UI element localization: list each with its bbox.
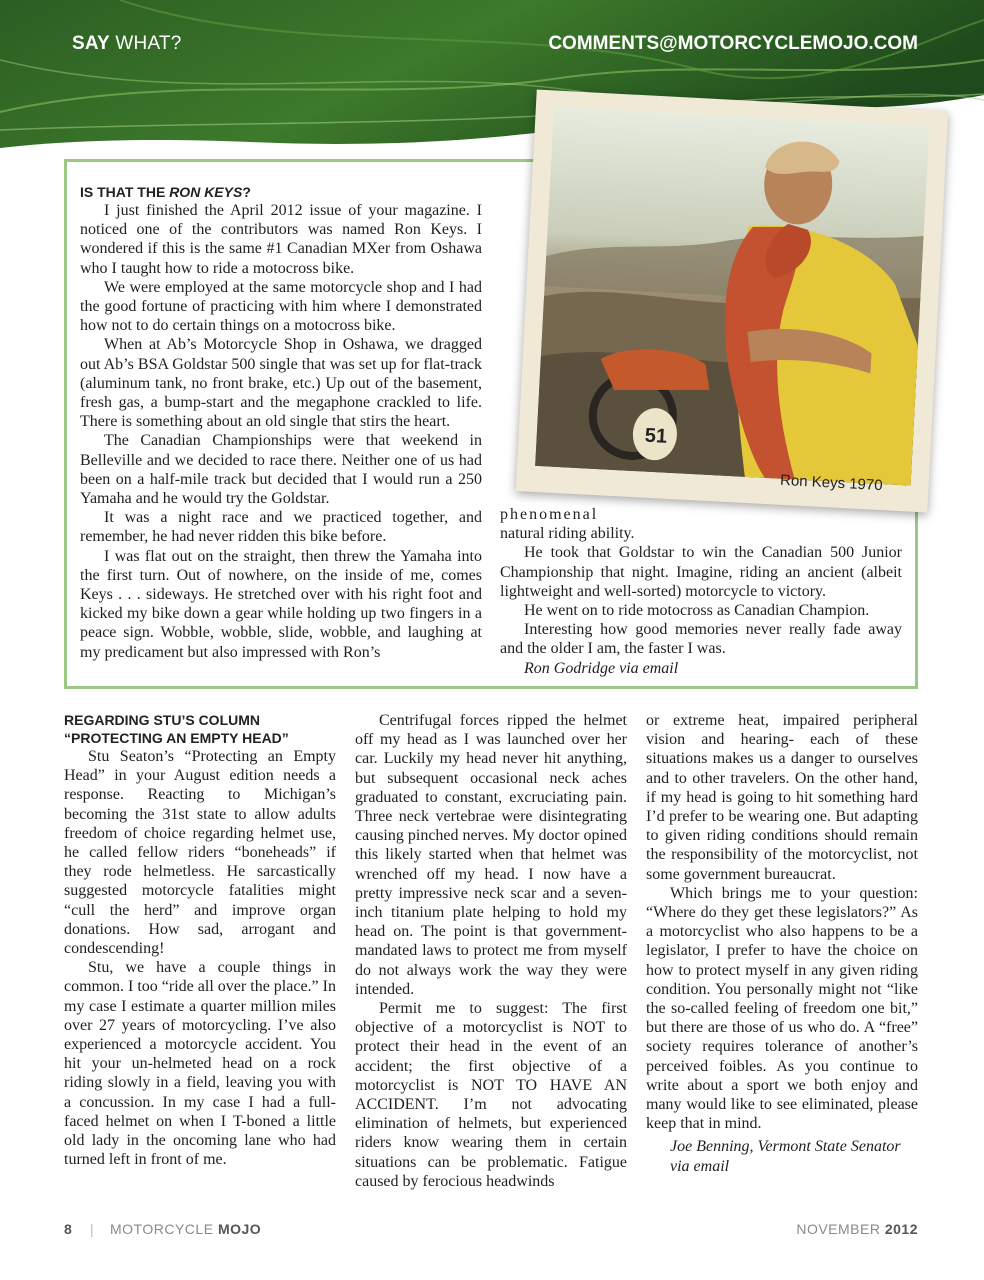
letter1-right-column [500,505,902,678]
letter2-signature [670,1137,918,1175]
letter1-signature: Ron Godridge via email [524,659,679,677]
letter2-signature-name: Joe Benning, Vermont State Senator [670,1138,901,1156]
letter1-paragraph: I was flat out on the straight, then threw the Yamaha into the first turn. Out of nowhere, on the inside of me, comes Keys . . . sideways. He stretched over with his right foot and kicked my bike down a gear while holding up two fingers in a peace sign. Wobble, wobble, slide, wobble, and laughing at my predicament but also impressed with Ron’s [80,547,482,661]
letter2-title: REGARDING STU’S COLUMN “PROTECTING AN EMPTY HEAD” [64,712,289,746]
photo-image [535,106,929,485]
letter2-paragraph: Which brings me to your question: “Where do they get these legislators?” As a motorcyclist who also happens to be a legislator, I prefer to have the choice on how to protect myself in any given riding condition. You personally might not “like the so-called feeling of freedom one bit,” but there are those of us who do. A “free” society requires tolerance of another’s perceived foibles. As you continue to write about a sport we both enjoy and many would like to see eliminated, please keep that in mind. [646,884,918,1133]
letter1-title: IS THAT THE RON KEYS? [80,184,251,200]
letter1-continued-line: natural riding ability. [500,525,635,543]
letter2-paragraph: Permit me to suggest: The first objective of a motorcyclist is NOT to protect their head in the event of an accident; the first objective of a motorcyclist is NOT TO HAVE AN ACCIDENT. I’m not advocating elimination of helmets, but experienced riders know wearing them in certain situations can be problematic. Fatigue caused by ferocious headwinds [355,1000,627,1190]
letter1-paragraph: We were employed at the same motorcycle shop and I had the good fortune of practicing with him where I demonstrated how not to do certain things on a motocross bike. [80,278,482,335]
ron-keys-photo [516,89,948,512]
letter2-paragraph: Stu Seaton’s “Protecting an Empty Head” in your August edition needs a response. Reacting to Michigan’s becoming the 31st state to allow adults freedom of choice regarding helmet use, he called fellow riders “boneheads” if they rode helmetless. He sarcastically suggested motorcycle fatalities might “cull the herd” and improve organ donations. How sad, arrogant and condescending! [64,748,336,958]
letter1-paragraph: It was a night race and we practiced together, and remember, he had never ridden this bike before. [80,509,482,546]
issue-date: NOVEMBER 2012 [796,1221,918,1237]
magazine-name: MOTORCYCLE MOJO [110,1221,262,1237]
letter2-paragraph: Centrifugal forces ripped the helmet off my head as I was launched over her car. Luckily my head never hit anything, but subsequent occasional neck aches graduated to constant, excruciating pain. Three neck vertebrae were disintegrating causing pinched nerves. My doctor opined this likely started when that helmet was wrenched off my head. I now have a pretty impressive neck scar and a seven-inch titanium plate helping to hold my head on. The point is that government-mandated laws to protect me from myself do not always work the way they were intended. [355,712,627,998]
page-number: 8 [64,1221,72,1237]
letter1-paragraph: The Canadian Championships were that weekend in Belleville and we decided to race there. Neither one of us had been on a half-mile track but decided that I would run a 250 Yamaha and he would try the Goldstar. [80,432,482,508]
letter1-paragraph: Interesting how good memories never really fade away and the older I am, the faster I was. [500,621,902,658]
letter1-paragraph: When at Ab’s Motorcycle Shop in Oshawa, we dragged out Ab’s BSA Goldstar 500 single that was set up for flat-track (aluminum tank, no front brake, etc.) Up out of the basement, fresh gas, a bump-start and the megaphone crackled to life. There is something about an old single that stirs the heart. [80,336,482,431]
photo-caption: Ron Keys 1970 [779,471,883,495]
footer-separator: | [90,1221,94,1237]
letter2-paragraph: Stu, we have a couple things in common. I too “ride all over the place.” In my case I estimate a quarter million miles over 27 years of motorcycling. I’ve also experienced a motorcycle accident. You hit your un-helmeted head on a rock riding slowly in a field, leaving you with a concussion. In my case I had a full-faced helmet on when I T-boned a little old lady in the oncoming lane who had turned left in front of me. [64,959,336,1169]
letter1-left-column [80,183,482,662]
page-footer [64,1221,918,1241]
svg-text:51: 51 [644,424,668,448]
letter2-column-3 [646,711,918,1176]
letter2-column-1 [64,711,336,1169]
letter1-continued-word: phenomenal [500,506,599,523]
letter1-paragraph: I just finished the April 2012 issue of your magazine. I noticed one of the contributors was named Ron Keys. I wondered if this is the same #1 Canadian MXer from Oshawa who I taught how to ride a motocross bike. [80,202,482,277]
letter1-paragraph: He took that Goldstar to win the Canadian 500 Junior Championship that night. Imagine, riding an ancient (albeit lightweight and well-sorted) motorcycle to victory. [500,544,902,600]
letter2-signature-via: via email [670,1157,730,1175]
contact-email[interactable]: COMMENTS@MOTORCYCLEMOJO.COM [548,33,918,54]
letter2-column-2 [355,711,627,1191]
section-title: SAY WHAT? [72,33,182,54]
letter1-paragraph: He went on to ride motocross as Canadian Champion. [524,602,870,620]
letter2-paragraph: or extreme heat, impaired peripheral vision and hearing- each of these situations makes us a danger to ourselves and to other travelers. On the other hand, if my head is going to hit something hard I’d prefer to be wearing one. But adapting to given riding conditions should remain the responsibility of the motorcyclist, not some government bureaucrat. [646,712,918,883]
